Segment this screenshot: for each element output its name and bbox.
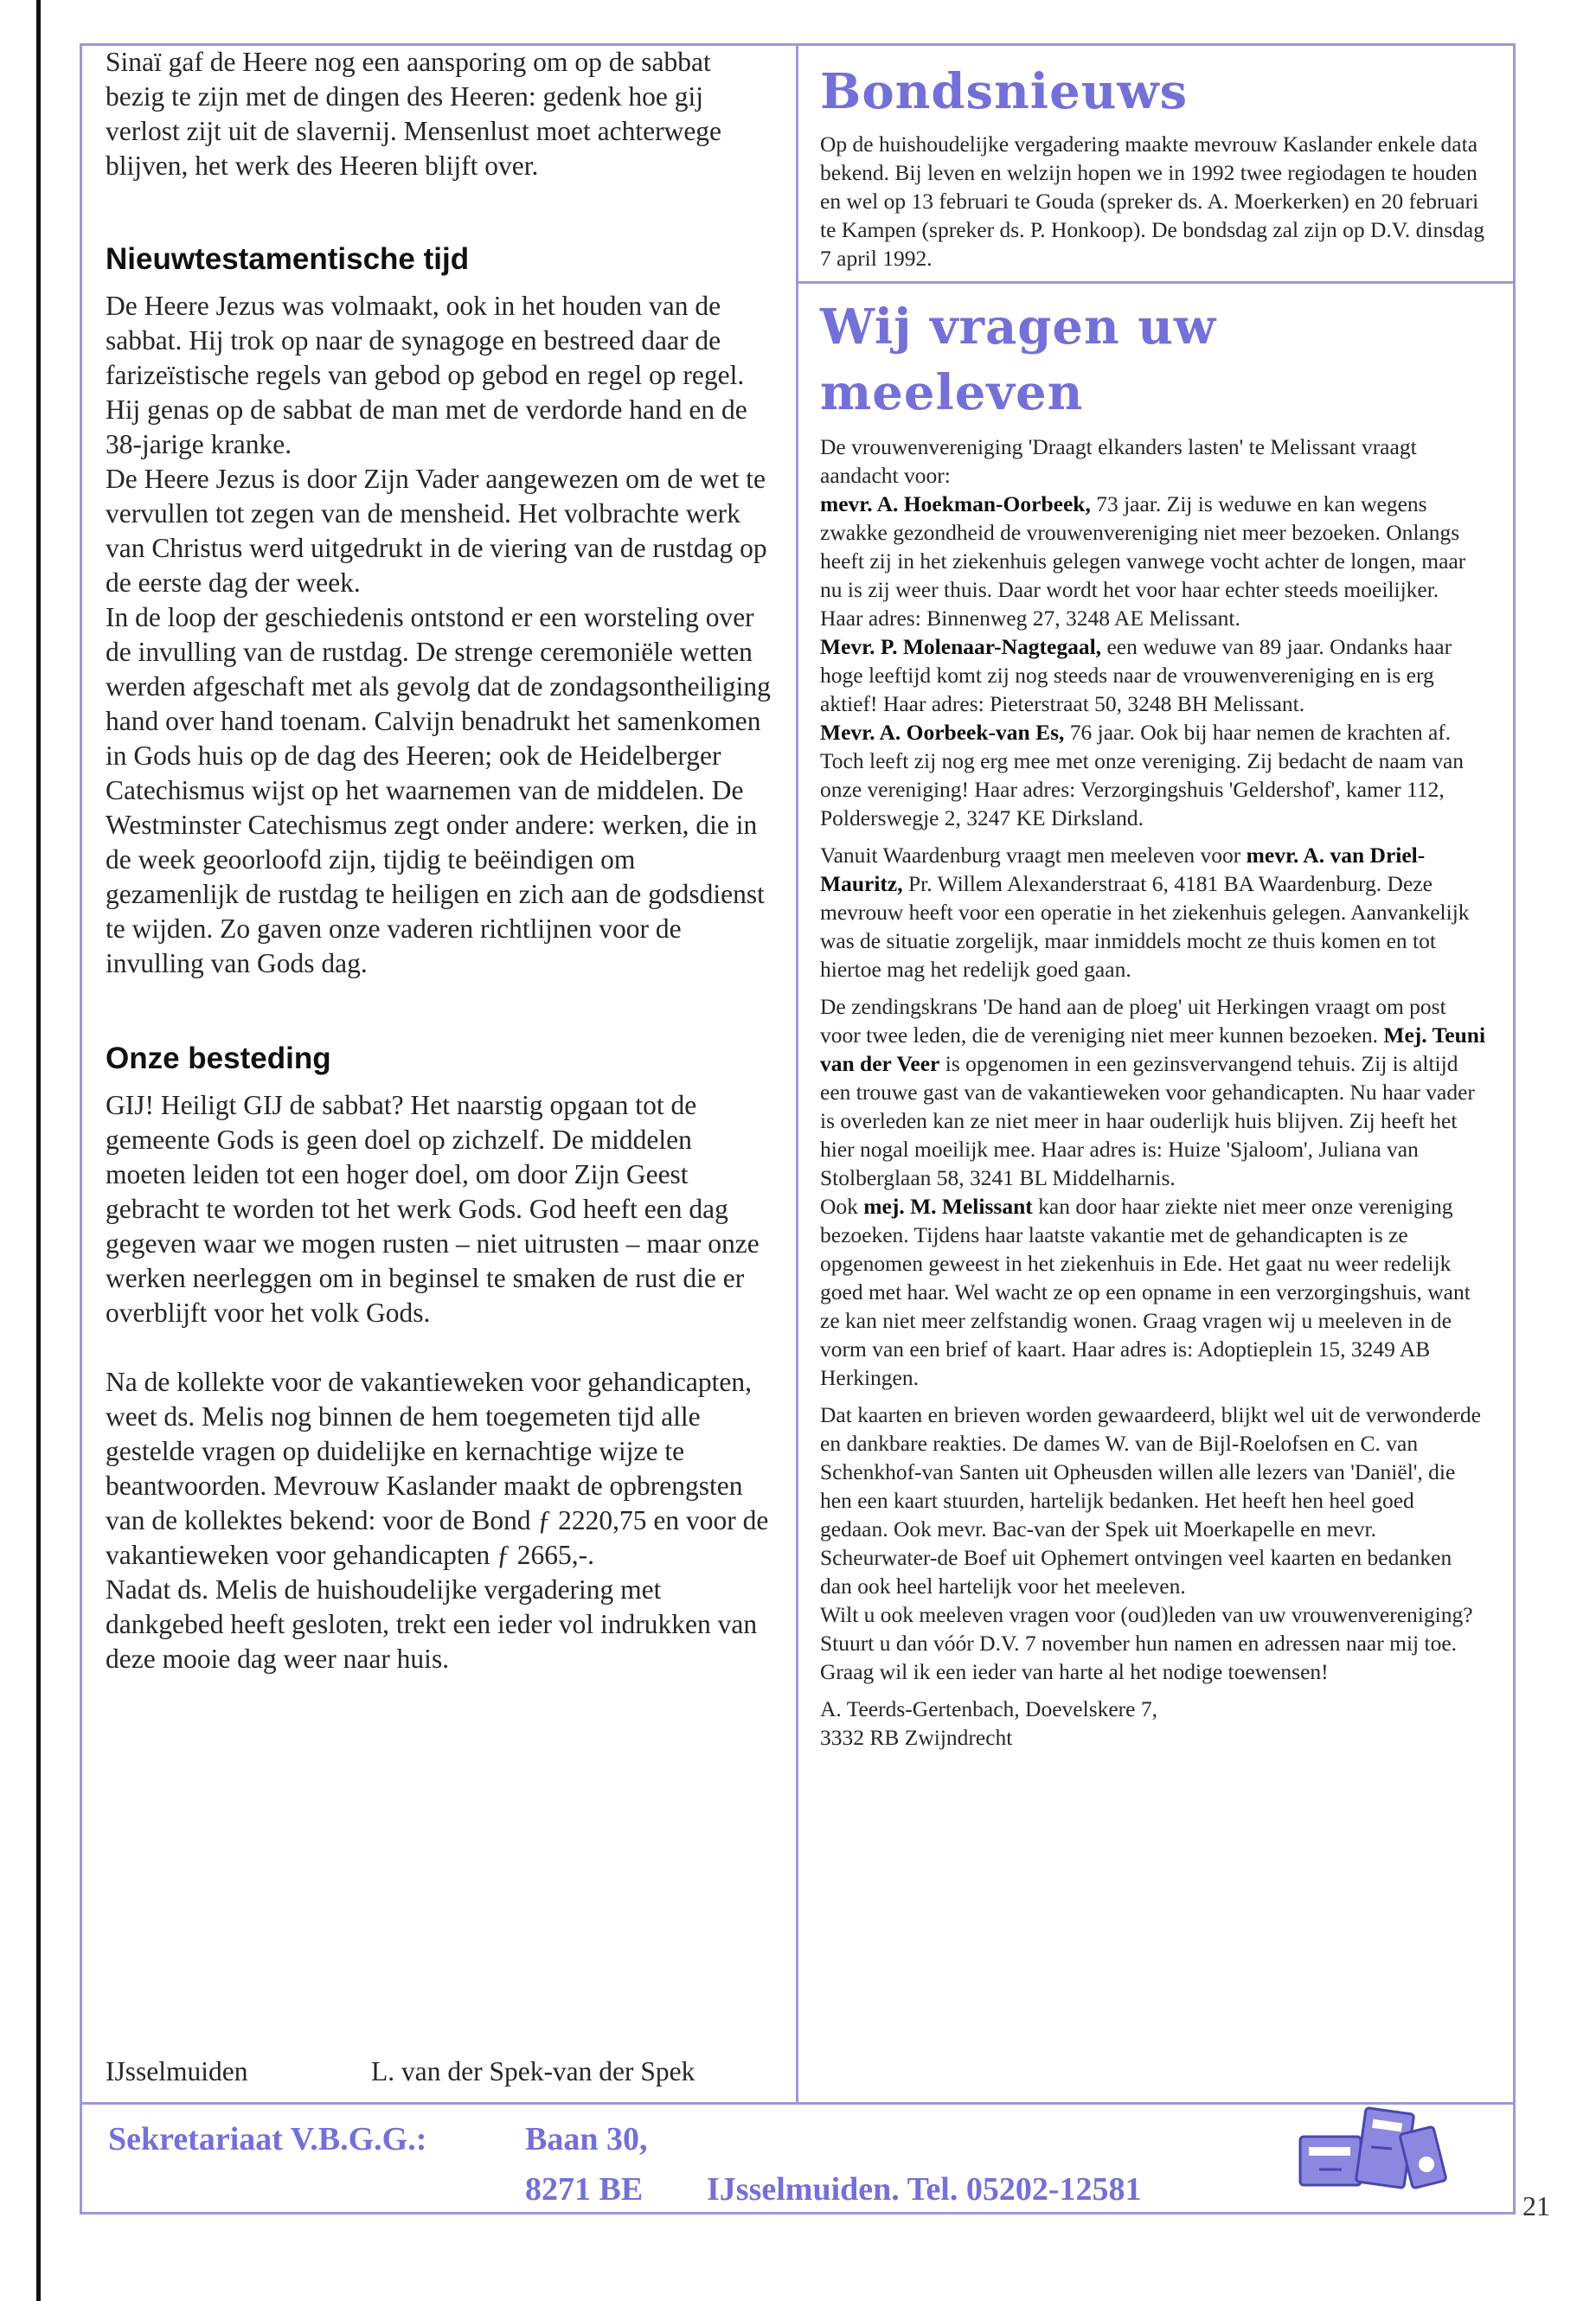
signoff-place: IJsselmuiden [106,2056,248,2086]
paragraph-afsluiting: Nadat ds. Melis de huishoudelijke vergadering met dankgebed heeft gesloten, trekt een ieder vol indrukken van deze mooie dag weer naar huis. [106,1574,758,1674]
entry-text: Ook [820,1194,864,1219]
entry-text: 73 jaar. Zij is weduwe en kan wegens zwakke gezondheid de vrouwenvereniging niet meer bezoeken. Onlangs heeft zij in het ziekenhuis gelegen vanwege vocht achter de longen, maar nu is zij weer thuis. Daar wordt het voor haar echter steeds moeilijker. Haar adres: Binnenweg 27, 3248 AE Melissant. [820,491,1466,631]
heading-onze-besteding: Onze besteding [106,1042,331,1075]
entry-text: 76 jaar. Ook bij haar nemen de krachten af. Toch leeft zij nog erg mee met onze vereniging. Zij bedacht de naam van onze vereniging! Haar adres: Verzorgingshuis 'Geldershof', kamer 112, Polderswegje 2, 3247 KE Dirksland. [820,720,1465,830]
paragraph-jezus-sabbat: De Heere Jezus was volmaakt, ook in het houden van de sabbat. Hij trok op naar de synagoge en bestreed daar de farizeïstische regels van gebod op gebod en regel op regel. Hij genas op de sabbat de man met de verdorde hand en de 38-jarige kranke. [106,291,747,459]
contact-line-2: 3332 RB Zwijndrecht [820,1725,1013,1750]
intro-paragraph: Sinaï gaf de Heere nog een aansporing om op de sabbat bezig te zijn met de dingen des Heeren: gedenk hoe gij verlost zijt uit de slavernij. Mensenlust moet achterwege blijven, het werk des Heeren blijft over. [106,47,722,181]
entry-oorbeek [820,718,1486,832]
entry-name: mevr. A. van Driel-Mauritz, [820,843,1426,896]
paragraph-kaarten: Dat kaarten en brieven worden gewaardeerd, blijkt wel uit de verwonderde en dankbare reakties. De dames W. van de Bijl-Roelofsen en C. van Schenkhof-van Santen uit Opheusden willen alle lezers van 'Daniël', die hen een kaart stuurden, hartelijk bedanken. Het heeft hen heel goed gedaan. Ook mevr. Bac-van der Spek uit Moerkapelle en mevr. Scheurwater-de Boef uit Ophemert ontvingen veel kaarten en bedanken dan ook heel hartelijk voor het meeleven. [820,1402,1481,1599]
entry-text: Pr. Willem Alexanderstraat 6, 4181 BA Waardenburg. Deze mevrouw heeft voor een operatie in het ziekenhuis gelegen. Aanvankelijk was de situatie zorgelijk, maar inmiddels mocht ze thuis komen en tot hiertoe mag het redelijk goed gaan. [820,871,1470,982]
entry-name: mej. M. Melissant [863,1194,1033,1219]
footer-label: Sekretariaat V.B.G.G.: [108,2121,427,2157]
page-number: 21 [1522,2190,1550,2221]
entry-name: Mej. Teuni van der Veer [820,1022,1486,1076]
paragraph-kollekte: Na de kollekte voor de vakantieweken voor gehandicapten, weet ds. Melis nog binnen de hem toegemeten tijd alle gestelde vragen op duidelijke en kernachtige wijze te beantwoorden. Mevrouw Kaslander maakt de opbrengsten van de kollektes bekend: voor de Bond ƒ 2220,75 en voor de vakantieweken voor gehandicapten ƒ 2665,-. [106,1367,769,1570]
paragraph-wet-vervullen: De Heere Jezus is door Zijn Vader aangewezen om de wet te vervullen tot zegen van de mensheid. Het volbrachte werk van Christus werd uitgedrukt in de viering van de rustdag op de eerste dag der week. [106,464,767,598]
entry-van-der-veer [820,992,1486,1192]
paragraph-geschiedenis: In de loop der geschiedenis ontstond er een worsteling over de invulling van de rustdag. De strenge ceremoniële wetten werden afgeschaft met als gevolg dat de zondagsontheiliging hand over hand toenam. Calvijn benadrukt het samenkomen in Gods huis op de dag des Heeren; ook de Heidelberger Catechismus wijst op het waarnemen van de middelen. De Westminster Catechismus zegt onder andere: werken, die in de week geoorloofd zijn, tijdig te beëindigen om gezamenlijk de rustdag te heiligen en zich aan de godsdienst te wijden. Zo gaven onze vaderen richtlijnen voor de invulling van Gods dag. [106,602,771,978]
entry-melissant [820,1192,1486,1392]
right-column [820,45,1486,1752]
footer-address-line1: Baan 30, [525,2121,648,2157]
entry-text: kan door haar ziekte niet meer onze vereniging bezoeken. Tijdens haar laatste vakantie met de gehandicapten is ze opgenomen geweest in het ziekenhuis in Ede. Het gaat nu weer redelijk goed met haar. Wel wacht ze op een opname in een verzorgingshuis, want ze kan niet meer zelfstandig wonen. Graag vragen wij u meeleven in de vorm van een brief of kaart. Haar adres is: Adoptieplein 15, 3249 AB Herkingen. [820,1194,1471,1390]
contact-line-1: A. Teerds-Gertenbach, Doevelskere 7, [820,1696,1157,1721]
entry-text: De zendingskrans 'De hand aan de ploeg' uit Herkingen vraagt om post voor twee leden, die de vereniging niet meer kunnen bezoeken. [820,994,1446,1048]
bondsnieuws-text: Op de huishoudelijke vergadering maakte mevrouw Kaslander enkele data bekend. Bij leven en welzijn hopen we in 1992 twee regiodagen te houden en wel op 13 februari te Gouda (spreker ds. A. Moerkerken) en 20 februari te Kampen (spreker ds. P. Honkoop). De bondsdag zal zijn op D.V. dinsdag 7 april 1992. [820,131,1484,271]
footer-address-line2: 8271 BE [525,2171,644,2208]
column-divider [796,43,798,2104]
signoff-name: L. van der Spek-van der Spek [371,2056,695,2086]
section-rule [796,281,1514,284]
meeleven-title: Wij vragen uw meeleven [820,298,1217,421]
left-column [106,45,772,1676]
bondsnieuws-title: Bondsnieuws [820,63,1189,120]
entry-text: een weduwe van 89 jaar. Ondanks haar hoge leeftijd komt zij nog steeds naar de vrouwenvereniging en is erg aktief! Haar adres: Pieterstraat 50, 3248 BH Melissant. [820,634,1452,716]
entry-text: is opgenomen in een gezinsvervangend tehuis. Zij is altijd een trouwe gast van de vakantieweken voor gehandicapten. Nu haar vader is overleden kan ze niet meer in haar ouderlijk huis blijven. Zij heeft het hier nogal moeilijk mee. Haar adres is: Huize 'Sjaloom', Juliana van Stolberglaan 58, 3241 BL Middelharnis. [820,1051,1475,1190]
entry-text: Vanuit Waardenburg vraagt men meeleven voor [820,843,1247,868]
footer-city-tel: IJsselmuiden. Tel. 05202-12581 [707,2171,1142,2208]
entry-molenaar [820,632,1486,718]
books-emblem-icon [1285,2092,1458,2195]
entry-name: Mevr. A. Oorbeek-van Es, [820,720,1065,745]
entry-name: Mevr. P. Molenaar-Nagtegaal, [820,634,1102,659]
paragraph-heiligt-sabbat: GIJ! Heiligt GIJ de sabbat? Het naarstig opgaan tot de gemeente Gods is geen doel op zichzelf. De middelen moeten leiden tot een hoger doel, om door Zijn Geest gebracht te worden tot het werk Gods. God heeft een dag gegeven waar we mogen rusten – niet uitrusten – maar onze werken neerleggen om in beginsel te smaken de rust die er overblijft voor het volk Gods. [106,1090,760,1328]
entry-van-driel [820,841,1486,984]
heading-nieuwtestamentische-tijd: Nieuwtestamentische tijd [106,242,470,276]
paragraph-oproep: Wilt u ook meeleven vragen voor (oud)leden van uw vrouwenvereniging? Stuurt u dan vóór D.V. 7 november hun namen en adressen naar mij toe. Graag wil ik een ieder van harte al het nodige toewensen! [820,1602,1473,1684]
page-edge [36,0,41,2301]
entry-name: mevr. A. Hoekman-Oorbeek, [820,491,1091,516]
meeleven-intro: De vrouwenvereniging 'Draagt elkanders lasten' te Melissant vraagt aandacht voor: [820,434,1417,488]
entry-hoekman [820,490,1486,632]
